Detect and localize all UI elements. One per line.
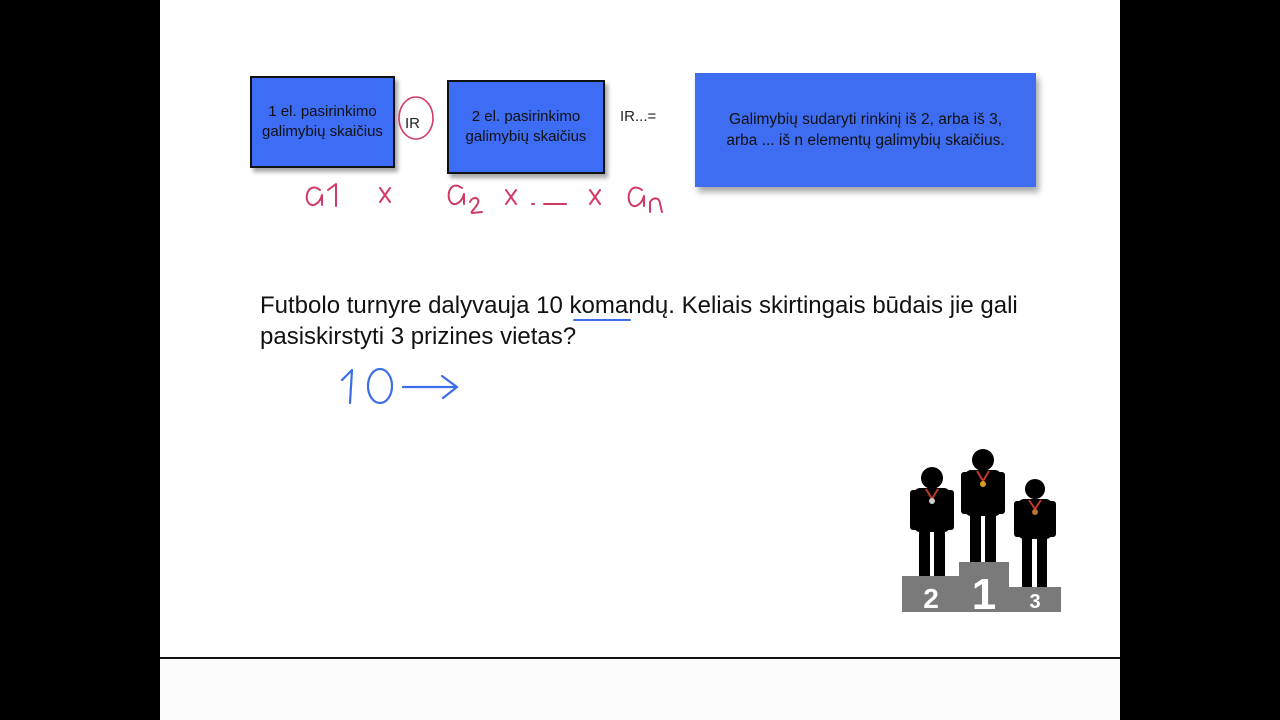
formula-a2: [449, 186, 482, 213]
and-connector-2: IR...=: [620, 108, 657, 125]
formula-times-2: [506, 190, 516, 204]
person-first-icon: [961, 449, 1005, 562]
podium-illustration: [902, 449, 1061, 619]
first-choice-label: 1 el. pasirinkimo galimybių skaičius: [262, 103, 383, 140]
formula-times-1: [380, 188, 390, 202]
person-second-icon: [910, 467, 954, 576]
formula-a1: [307, 184, 336, 206]
combined-choices-label: Galimybių sudaryti rinkinį iš 2, arba iš 3, arba ... iš n elementų galimybių skaičius.: [726, 111, 1005, 149]
slide: [160, 0, 1120, 720]
formula-an: [629, 188, 662, 212]
formula-times-3: [590, 190, 600, 204]
person-third-icon: [1014, 479, 1056, 587]
and-connector-1: IR: [405, 115, 420, 132]
handwritten-formula: [307, 184, 662, 213]
second-choice-label: 2 el. pasirinkimo galimybių skaičius: [465, 108, 587, 145]
handwriting-layer: [160, 0, 1120, 720]
problem-statement: Futbolo turnyre dalyvauja 10 komandų. Keliais skirtingais būdais jie gali pasiskirstyti 3 prizines vietas?: [260, 292, 1018, 350]
podium-number-first: 1: [971, 570, 997, 619]
podium-number-second: 2: [923, 583, 939, 614]
slide-footer-area: [160, 659, 1120, 720]
podium-number-third: 3: [1029, 591, 1041, 613]
handwritten-note-10-arrow: [342, 369, 457, 403]
ir-circle-annotation: [399, 97, 433, 139]
